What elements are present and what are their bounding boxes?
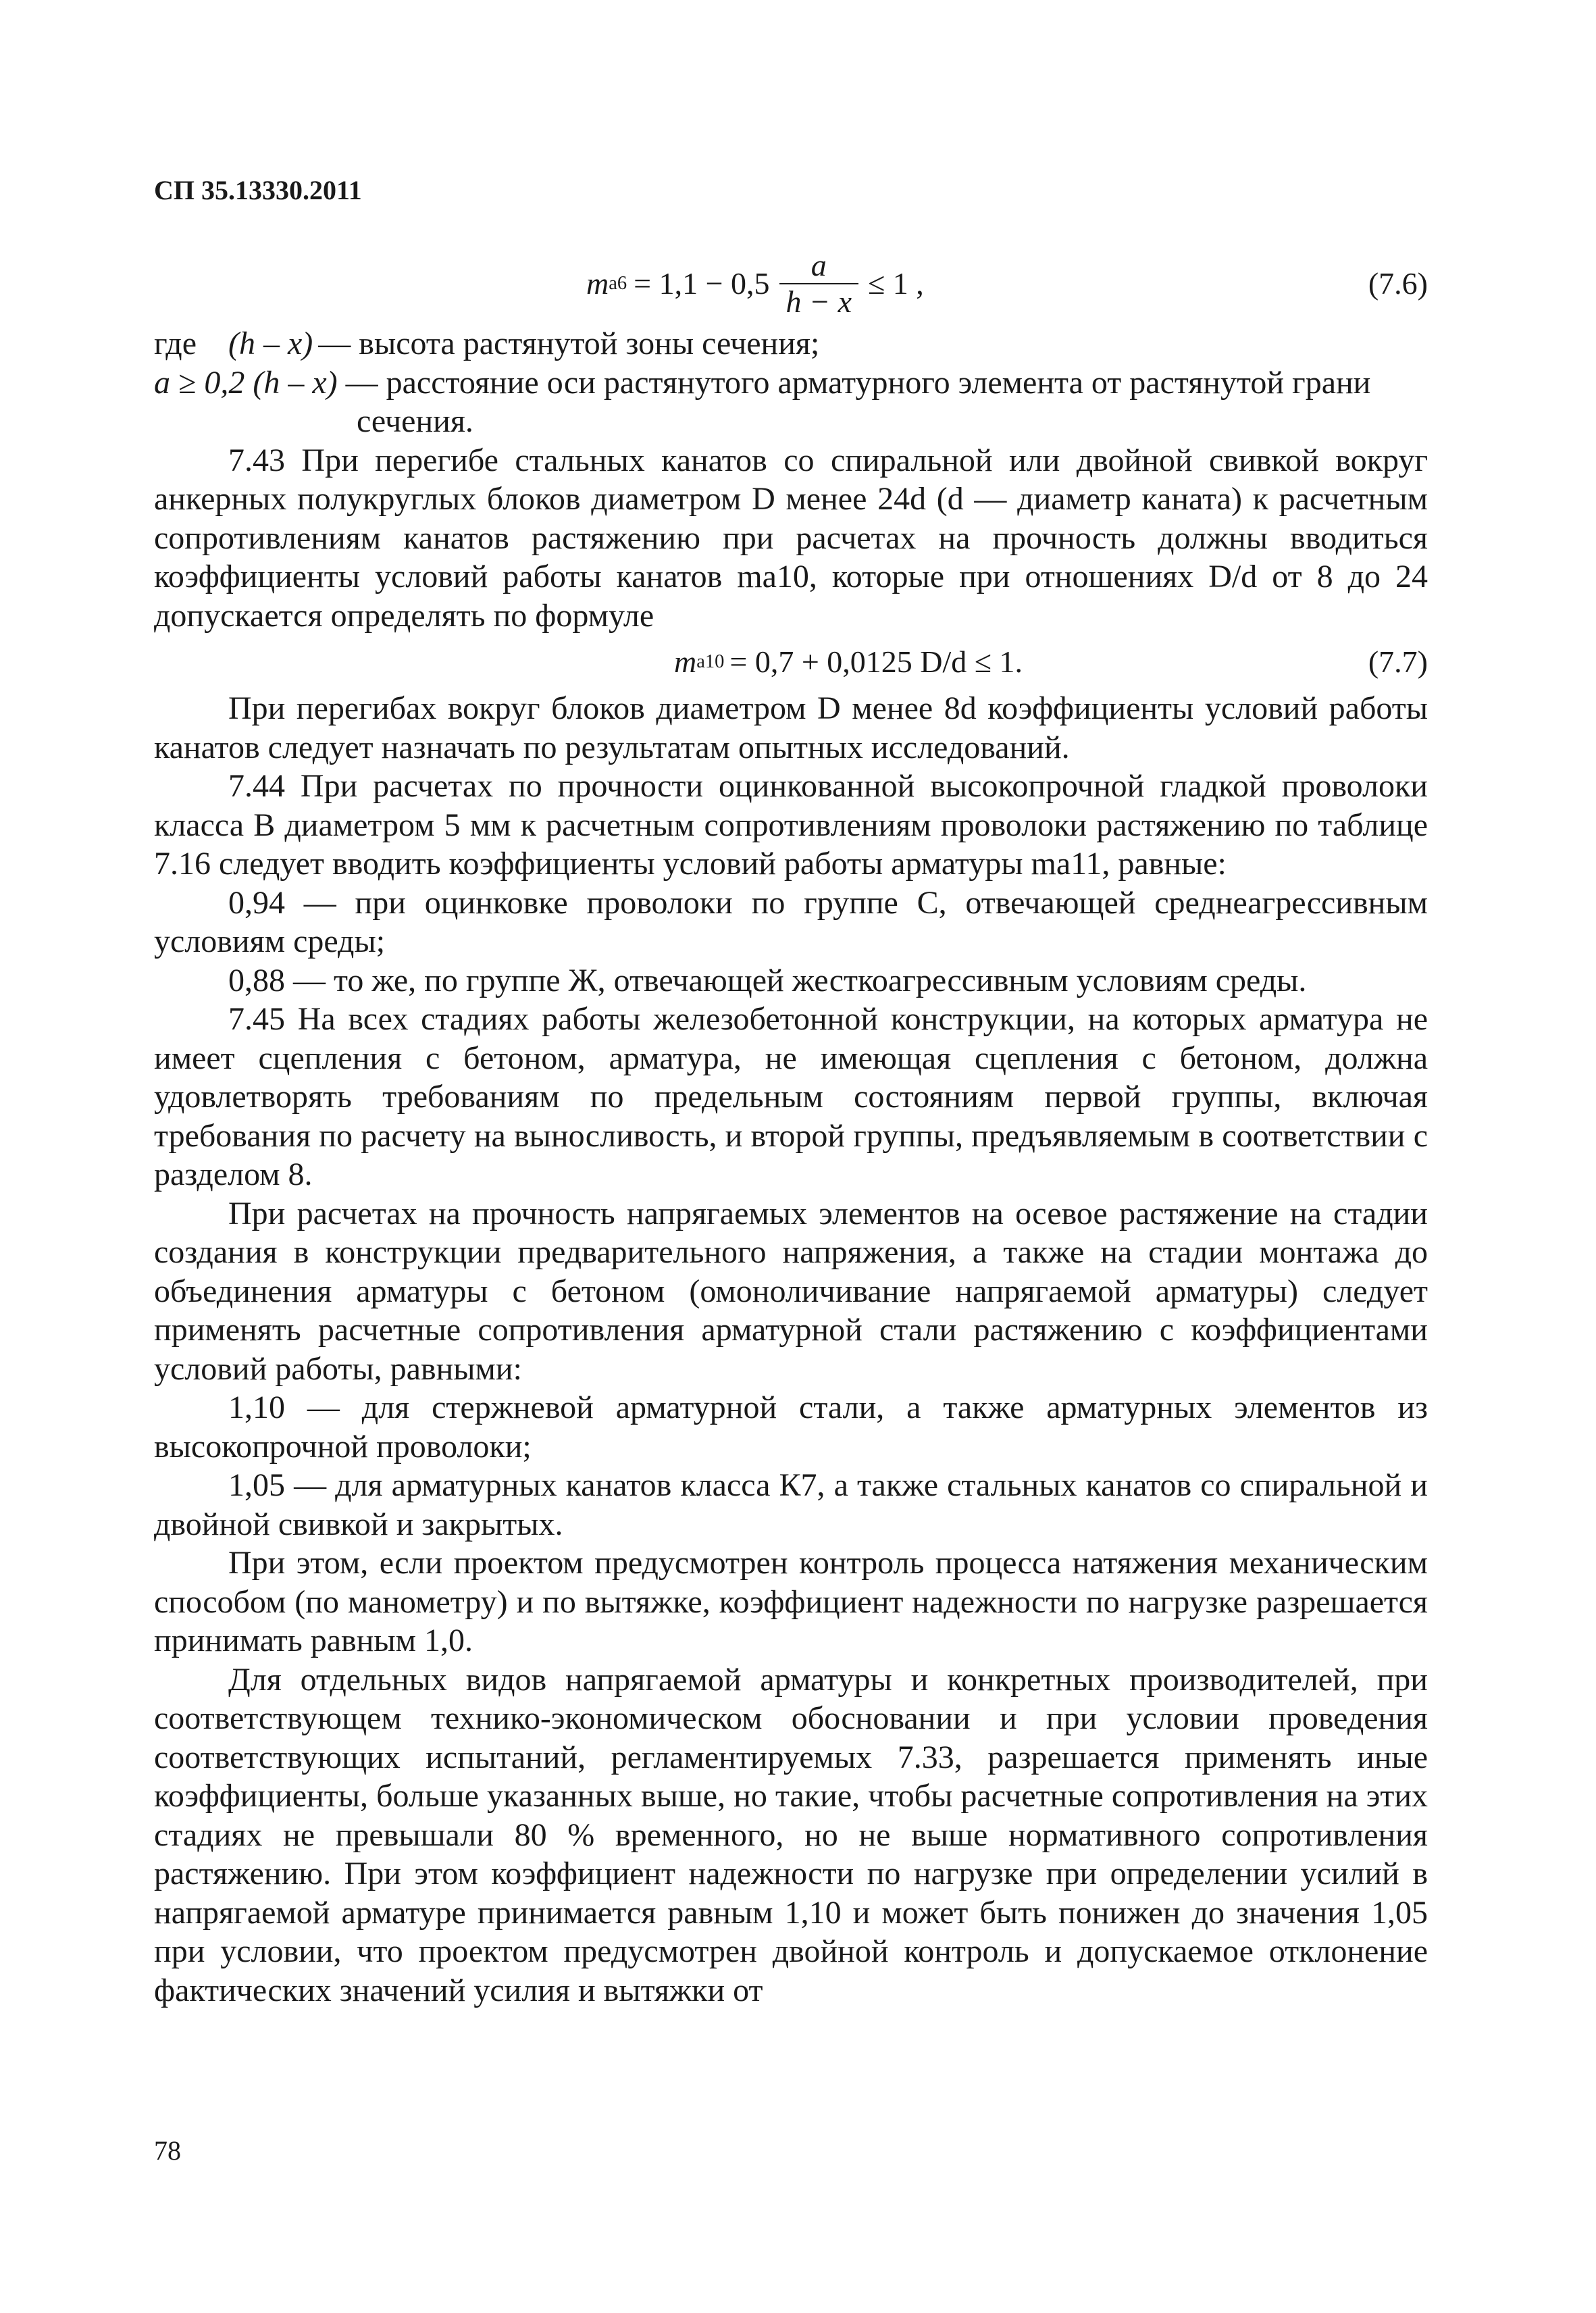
formula-7-6-expression [586,243,924,324]
formula-7-6-mid: = 1,1 − 0,5 [634,266,770,301]
where-desc-2: — расстояние оси растянутого арматурного элемента от растянутой грани [345,364,1371,401]
paragraph-other: Для отдельных видов напрягаемой арматуры и конкретных производителей, при соответствующем технико-экономическом обосновании и при условии проведения соответствующих испытаний, регламентируемых 7.33, разрешается применять иные коэффициенты, больше указанных выше, но такие, чтобы расчетные сопротивления на этих стадиях не превышали 80 % временного, но не выше нормативного сопротивления растяжению. При этом коэффициент надежности по нагрузке при определении усилий в напрягаемой арматуре принимается равным 1,10 и может быть понижен до значения 1,05 при условии, что проектом предусмотрен двойной контроль и допускаемое отклонение фактических значений усилия и вытяжки от [154,1661,1428,2008]
where-definition-2 [154,363,1428,403]
document-code: СП 35.13330.2011 [154,175,362,205]
formula-7-6-denominator: h − x [786,284,852,319]
formula-7-7-lhs-sub: a10 [696,651,725,673]
where-definition-1 [154,324,1428,363]
paragraph-coef-105: 1,05 — для арматурных канатов класса К7, а также стальных канатов со спиральной и двойной свивкой и закрытых. [154,1467,1428,1542]
paragraph-coef-110: 1,10 — для стержневой арматурной стали, а также арматурных элементов из высокопрочной проволоки; [154,1390,1428,1465]
paragraph-7-45: 7.45 На всех стадиях работы железобетонной конструкции, на которых арматура не имеет сцепления с бетоном, арматура, не имеющая сцепления с бетоном, должна удовлетворять требованиям по предельным состояниям первой группы, включая требования по расчету на выносливость, и второй группы, предъявляемым в соответствии с разделом 8. [154,1001,1428,1192]
formula-7-7-expr: = 0,7 + 0,0125 D/d ≤ 1. [729,644,1023,680]
paragraph-bends: При перегибах вокруг блоков диаметром D менее 8d коэффициенты условий работы канатов следует назначать по результатам опытных исследований. [154,690,1428,765]
paragraph-coef-094: 0,94 — при оцинковке проволоки по группе С, отвечающей среднеагрессивным условиям среды; [154,884,1428,959]
formula-7-6-lhs: m [586,266,609,301]
paragraph-coef-088: 0,88 — то же, по группе Ж, отвечающей жесткоагрессивным условиям среды. [228,962,1307,998]
paragraph-7-43: 7.43 При перегибе стальных канатов со спиральной или двойной свивкой вокруг анкерных полукруглых блоков диаметром D менее 24d (d — диаметр каната) к расчетным сопротивлениям канатов растяжению при расчетах на прочность должны вводиться коэффициенты условий работы канатов ma10, которые при отношениях D/d от 8 до 24 допускается определять по формуле [154,442,1428,634]
paragraph-control: При этом, если проектом предусмотрен контроль процесса натяжения механическим способом (по манометру) и по вытяжке, коэффициент надежности по нагрузке разрешается принимать равным 1,0. [154,1545,1428,1658]
where-label: где [154,326,197,361]
formula-7-7 [154,635,1428,689]
where-desc-2-cont: сечения. [357,403,473,439]
document-body [154,243,1428,2010]
where-desc-1: — высота растянутой зоны сечения; [318,326,820,361]
formula-7-7-number: (7.7) [1368,644,1428,680]
formula-7-6-lhs-sub: a6 [609,273,627,295]
paragraph-strength: При расчетах на прочность напрягаемых элементов на осевое растяжение на стадии создания в конструкции предварительного напряжения, а также на стадии монтажа до объединения арматуры с бетоном (омоноличивание напрягаемой арматуры) следует применять расчетные сопротивления арматурной стали растяжению с коэффициентами условий работы, равными: [154,1195,1428,1387]
where-term-1: (h – x) [228,326,313,361]
formula-7-6-numerator: a [810,248,827,282]
where-term-2: a ≥ 0,2 (h – x) [154,364,338,401]
page-number: 78 [154,2135,181,2166]
paragraph-7-44: 7.44 При расчетах по прочности оцинкованной высокопрочной гладкой проволоки класса В диаметром 5 мм к расчетным сопротивлениям проволоки растяжению по таблице 7.16 следует вводить коэффициенты условий работы арматуры ma11, равные: [154,768,1428,882]
formula-7-6-number: (7.6) [1368,266,1428,301]
formula-7-6-rhs: ≤ 1 , [868,266,924,301]
formula-7-7-lhs: m [674,644,697,680]
formula-7-6 [154,243,1428,324]
formula-7-6-fraction [779,248,858,320]
formula-7-7-expression [674,635,1023,689]
